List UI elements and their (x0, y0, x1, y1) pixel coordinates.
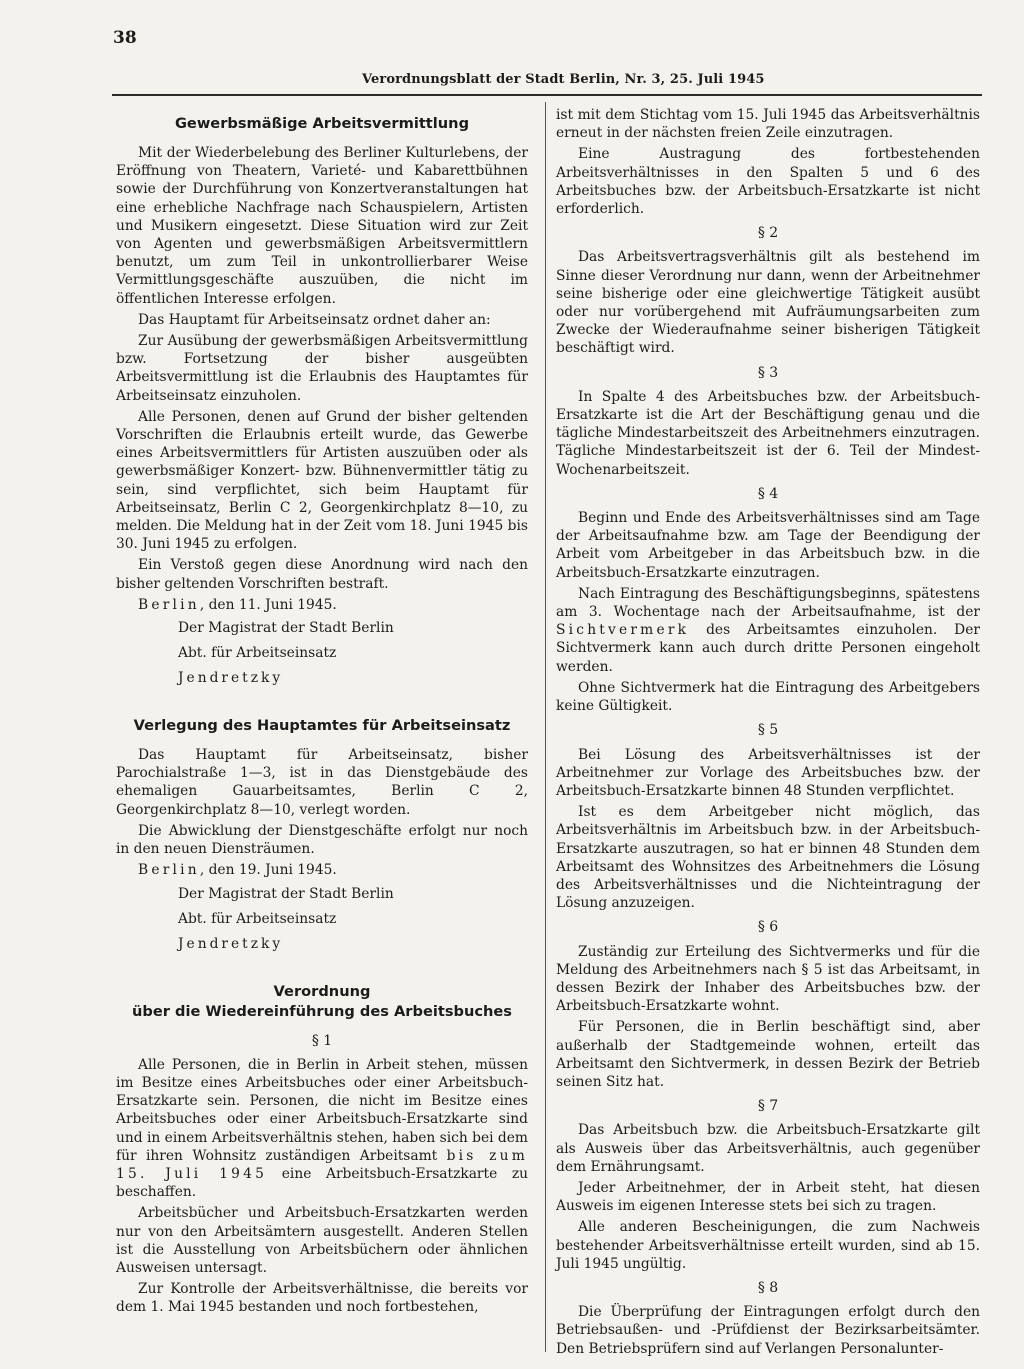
section-sign: § 2 (757, 225, 779, 242)
right-column (556, 106, 980, 1361)
emphasized-term: Sichtvermerk (556, 622, 690, 639)
paragraph: Zur Kontrolle der Arbeitsverhältnisse, die bereits vor dem 1. Mai 1945 bestanden und noch fortbestehen, (116, 1281, 528, 1316)
paragraph: Die Abwicklung der Dienstgeschäfte erfolgt nur noch in den neuen Diensträumen. (116, 822, 528, 858)
signature-authority: Der Magistrat der Stadt Berlin (178, 885, 394, 902)
date-text: , den 19. Juni 1945. (199, 862, 337, 879)
paragraph: Die Überprüfung der Eintragungen erfolgt durch den Betriebsaußen- und -Prüfdienst der Bezirksarbeitsämter. Den Betriebsprüfern sind auf Verlangen Personalunter- (556, 1304, 980, 1357)
paragraph: Jeder Arbeitnehmer, der in Arbeit steht, hat diesen Ausweis im eigenen Interesse stets bei sich zu tragen. (556, 1179, 980, 1215)
signature-authority: Der Magistrat der Stadt Berlin (178, 620, 394, 637)
paragraph: Ohne Sichtvermerk hat die Eintragung des Arbeitgebers keine Gültigkeit. (556, 679, 980, 715)
paragraph: Arbeitsbücher und Arbeitsbuch-Ersatzkarten werden nur von den Arbeitsämtern ausgestellt. Anderen Stellen ist die Ausstellung von Arbeitsbüchern oder ähnlichen Ausweisen untersagt. (116, 1205, 528, 1276)
ordinance-subtitle: über die Wiedereinführung des Arbeitsbuches (132, 1002, 512, 1020)
text-run: Alle Personen, die in Berlin in Arbeit stehen, müssen im Besitze eines Arbeitsbuches oder einer Arbeitsbuch-Ersatzkarte sein. Personen, die nicht im Besitze eines Arbeitsbuches oder einer Arbeitsbuch-Ersatzkarte sind und in einem Arbeitsverhältnis stehen, haben sich bei dem für ihren Wohnsitz zuständigen Arbeitsamt (116, 1056, 528, 1164)
paragraph: In Spalte 4 des Arbeitsbuches bzw. der Arbeitsbuch-Ersatzkarte ist die Art der Beschäftigung genau und die tägliche Mindestarbeitszeit des Arbeitnehmers einzutragen. Tägliche Mindestarbeitszeit ist der 6. Teil der Mindest-Wochenarbeitszeit. (556, 388, 980, 478)
section-title: Gewerbsmäßige Arbeitsvermittlung (174, 115, 470, 132)
date-place: Berlin (138, 596, 200, 613)
paragraph: Ist es dem Arbeitgeber nicht möglich, das Arbeitsverhältnis im Arbeitsbuch bzw. in der Arbeitsbuch-Ersatzkarte auszutragen, so hat er binnen 48 Stunden dem Arbeitsamt des Wohnsitzes des Arbeitnehmers die Lösung des Arbeitsverhältnisses und die Nichteintragung der Lösung anzuzeigen. (556, 804, 980, 912)
signature-name: Jendretzky (178, 670, 284, 687)
paragraph: Beginn und Ende des Arbeitsverhältnisses sind am Tage der Arbeitsaufnahme bzw. am Tage der Beendigung der Arbeit vom Arbeitgeber in das Arbeitsbuch bzw. in die Arbeitsbuch-Ersatzkarte einzutragen. (556, 510, 980, 581)
section-title: Verlegung des Hauptamtes für Arbeitseinsatz (133, 717, 511, 735)
date-place: Berlin (138, 862, 200, 879)
paragraph: Bei Lösung des Arbeitsverhältnisses ist der Arbeitnehmer zur Vorlage des Arbeitsbuches bzw. der Arbeitsbuch-Ersatzkarte binnen 48 Stunden verpflichtet. (556, 746, 980, 799)
left-column (116, 106, 528, 1320)
section-sign: § 3 (757, 364, 779, 381)
paragraph: Ein Verstoß gegen diese Anordnung wird nach den bisher geltenden Vorschriften bestraft. (116, 557, 528, 592)
paragraph: Eine Austragung des fortbestehenden Arbeitsverhältnisses in den Spalten 5 und 6 des Arbeitsbuches bzw. der Arbeitsbuch-Ersatzkarte ist nicht erforderlich. (556, 146, 980, 218)
section-sign: § 6 (757, 919, 779, 936)
section-sign: § 7 (757, 1098, 779, 1115)
paragraph: Das Arbeitsbuch bzw. die Arbeitsbuch-Ersatzkarte gilt als Ausweis über das Arbeitsverhältnis, auch gegenüber dem Ernährungsamt. (556, 1122, 980, 1175)
paragraph: Das Hauptamt für Arbeitseinsatz, bisher Parochialstraße 1—3, ist in das Dienstgebäude des ehemaligen Gauarbeitsamtes, Berlin C 2, Georgenkirchplatz 8—10, verlegt worden. (116, 747, 528, 818)
section-sign: § 1 (311, 1032, 333, 1049)
paragraph: Das Hauptamt für Arbeitseinsatz ordnet daher an: (138, 311, 491, 328)
emphasized-deadline: bis zum 15. Juli 1945 (116, 1147, 528, 1182)
section-sign: § 8 (757, 1279, 779, 1296)
section-sign: § 4 (757, 485, 779, 502)
paragraph: Für Personen, die in Berlin beschäftigt sind, aber außerhalb der Stadtgemeinde wohnen, erteilt das Arbeitsamt den Sichtvermerk, in dessen Bezirk der Betrieb seinen Sitz hat. (556, 1019, 980, 1090)
signature-department: Abt. für Arbeitseinsatz (178, 910, 337, 927)
paragraph: Alle Personen, denen auf Grund der bisher geltenden Vorschriften die Erlaubnis erteilt wurde, das Gewerbe eines Arbeitsvermittlers für Artisten auszuüben oder als gewerbsmäßiger Konzert- bzw. Bühnenvermittler tätig zu sein, sind verpflichtet, sich beim Hauptamt für Arbeitseinsatz, Berlin C 2, Georgenkirchplatz 8—10, zu melden. Die Meldung hat in der Zeit vom 18. Juni 1945 bis 30. Juni 1945 zu erfolgen. (116, 408, 528, 553)
column-divider (545, 102, 546, 1352)
paragraph: Alle anderen Bescheinigungen, die zum Nachweis bestehender Arbeitsverhältnisse erteilt wurden, sind ab 15. Juli 1945 ungültig. (556, 1219, 980, 1272)
running-header: Verordnungsblatt der Stadt Berlin, Nr. 3, 25. Juli 1945 (362, 72, 765, 87)
header-rule (112, 94, 982, 96)
paragraph: Das Arbeitsvertragsverhältnis gilt als bestehend im Sinne dieser Verordnung nur dann, wenn der Arbeitnehmer seine bisherige oder eine gleichwertige Tätigkeit ausübt oder nur vorübergehend mit Aufräumungsarbeiten zum Zwecke der Wiederaufnahme seiner bisherigen Tätigkeit beschäftigt wird. (556, 249, 980, 357)
signature-name: Jendretzky (178, 935, 284, 952)
paragraph (116, 1056, 528, 1202)
ordinance-title: Verordnung (273, 982, 371, 1000)
page-number: 38 (113, 28, 137, 48)
text-run: eine Arbeitsbuch-Ersatzkarte zu beschaffen. (116, 1165, 529, 1201)
paragraph (556, 585, 980, 676)
section-sign: § 5 (757, 722, 779, 739)
date-line (116, 861, 528, 879)
text-run: des Arbeitsamtes einzuholen. Der Sichtvermerk kann auch durch dritte Personen eingeholt werden. (556, 622, 980, 675)
date-line (116, 596, 528, 614)
paragraph: Mit der Wiederbelebung des Berliner Kulturlebens, der Eröffnung von Theatern, Varieté- und Kabarettbühnen sowie der Durchführung von Konzertveranstaltungen hat eine erhebliche Nachfrage nach Schauspielern, Artisten und Musikern eingesetzt. Diese Situation wird zur Zeit von Agenten und gewerbsmäßigen Arbeitsvermittlern benutzt, um zum Teil in unkontrollierbarer Weise Vermittlungsgeschäfte auszuüben, die nicht im öffentlichen Interesse erfolgen. (116, 145, 528, 307)
paragraph: ist mit dem Stichtag vom 15. Juli 1945 das Arbeitsverhältnis erneut in der nächsten freien Zeile einzutragen. (556, 107, 980, 142)
text-run: Nach Eintragung des Beschäftigungsbeginns, spätestens am 3. Wochentage nach der Arbeitsaufnahme, ist der (556, 585, 980, 621)
spacer (116, 958, 528, 974)
paragraph: Zuständig zur Erteilung des Sichtvermerks und für die Meldung des Arbeitnehmers nach § 5 ist das Arbeitsamt, in dessen Bezirk der Inhaber des Arbeitsbuches bzw. der Arbeitsbuch-Ersatzkarte wohnt. (556, 943, 980, 1015)
spacer (116, 692, 528, 708)
paragraph: Zur Ausübung der gewerbsmäßigen Arbeitsvermittlung bzw. Fortsetzung der bisher ausgeübten Arbeitsvermittlung ist die Erlaubnis des Hauptamtes für Arbeitseinsatz einzuholen. (116, 333, 528, 404)
signature-department: Abt. für Arbeitseinsatz (178, 645, 337, 662)
date-text: , den 11. Juni 1945. (199, 596, 337, 613)
